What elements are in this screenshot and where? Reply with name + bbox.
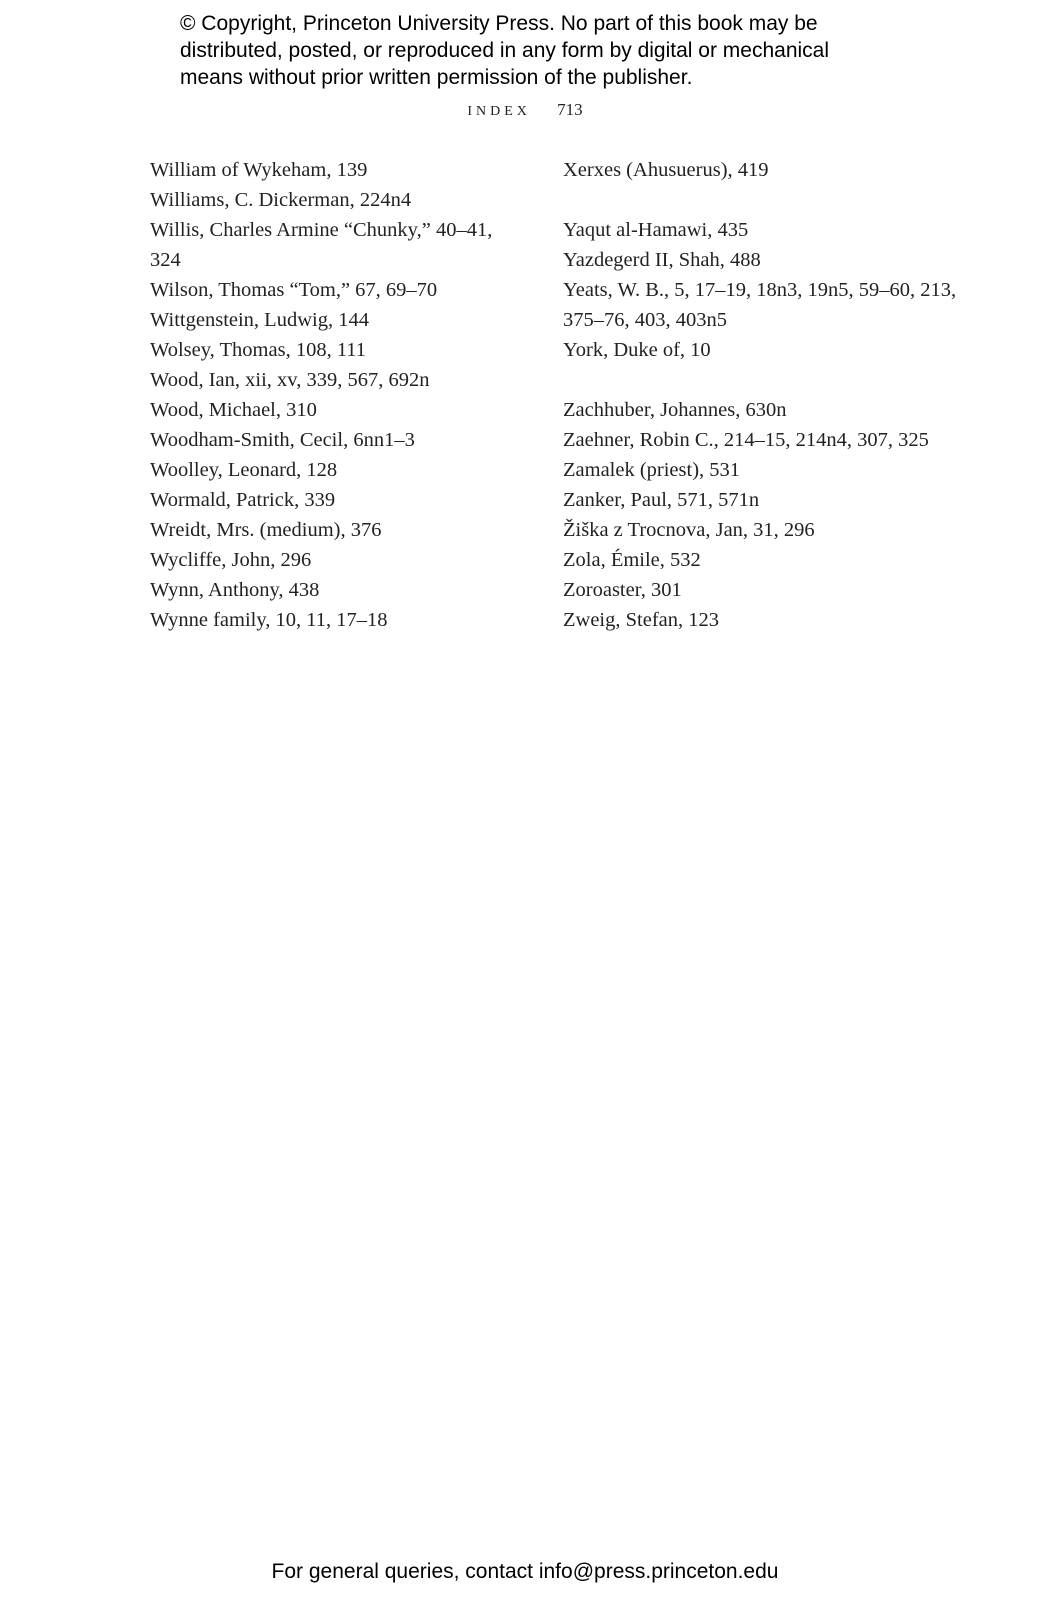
index-entry: Wittgenstein, Ludwig, 144 — [150, 309, 369, 331]
index-entry: Wycliffe, John, 296 — [150, 549, 312, 571]
index-entry: Wynn, Anthony, 438 — [150, 579, 320, 601]
index-column-right — [563, 155, 957, 635]
index-entry: Yaqut al-Hamawi, 435 — [563, 219, 749, 241]
index-entry: Woolley, Leonard, 128 — [150, 459, 338, 481]
index-entry: Zoroaster, 301 — [563, 579, 682, 601]
index-entry: Wood, Michael, 310 — [150, 399, 317, 421]
index-entry: Zachhuber, Johannes, 630n — [563, 399, 787, 421]
index-entry-continuation: 375–76, 403, 403n5 — [563, 309, 727, 331]
index-entry: Yazdegerd II, Shah, 488 — [563, 249, 761, 271]
index-entry: Zamalek (priest), 531 — [563, 459, 741, 481]
index-entry: Wood, Ian, xii, xv, 339, 567, 692n — [150, 369, 430, 391]
index-entry: Wolsey, Thomas, 108, 111 — [150, 339, 367, 361]
index-entry: Zanker, Paul, 571, 571n — [563, 489, 760, 511]
index-entry: Wynne family, 10, 11, 17–18 — [150, 609, 388, 631]
copyright-line-1: © Copyright, Princeton University Press. No part of this book may be — [180, 12, 818, 35]
index-entry: Žiška z Trocnova, Jan, 31, 296 — [563, 519, 815, 541]
index-column-left — [150, 155, 530, 635]
index-entry: Wreidt, Mrs. (medium), 376 — [150, 519, 382, 541]
index-entry: Willis, Charles Armine “Chunky,” 40–41, 324 — [150, 215, 530, 275]
page-number: 713 — [557, 100, 583, 119]
index-entry: Xerxes (Ahusuerus), 419 — [563, 159, 769, 181]
copyright-line-3: means without prior written permission of the publisher. — [180, 66, 693, 89]
index-entry: Williams, C. Dickerman, 224n4 — [150, 189, 412, 211]
index-entry: Woodham-Smith, Cecil, 6nn1–3 — [150, 429, 415, 451]
index-entry: Yeats, W. B., 5, 17–19, 18n3, 19n5, 59–60, 213, 375–76, 403, 403n5 — [563, 275, 953, 335]
footer-contact: For general queries, contact info@press.princeton.edu — [271, 1560, 779, 1583]
letter-group-gap — [563, 185, 953, 215]
running-head — [0, 100, 1050, 120]
index-entry: Zweig, Stefan, 123 — [563, 609, 719, 631]
index-entry: William of Wykeham, 139 — [150, 159, 368, 181]
index-entry: Wilson, Thomas “Tom,” 67, 69–70 — [150, 279, 438, 301]
copyright-notice — [180, 10, 900, 91]
index-entry: Zola, Émile, 532 — [563, 549, 701, 571]
letter-group-gap — [563, 365, 953, 395]
index-entry: Zaehner, Robin C., 214–15, 214n4, 307, 325 — [563, 429, 929, 451]
index-entry: York, Duke of, 10 — [563, 339, 711, 361]
running-head-title: INDEX — [467, 104, 531, 119]
index-entry-continuation: 324 — [150, 249, 181, 271]
copyright-line-2: distributed, posted, or reproduced in any form by digital or mechanical — [180, 39, 830, 62]
index-entry: Wormald, Patrick, 339 — [150, 489, 336, 511]
